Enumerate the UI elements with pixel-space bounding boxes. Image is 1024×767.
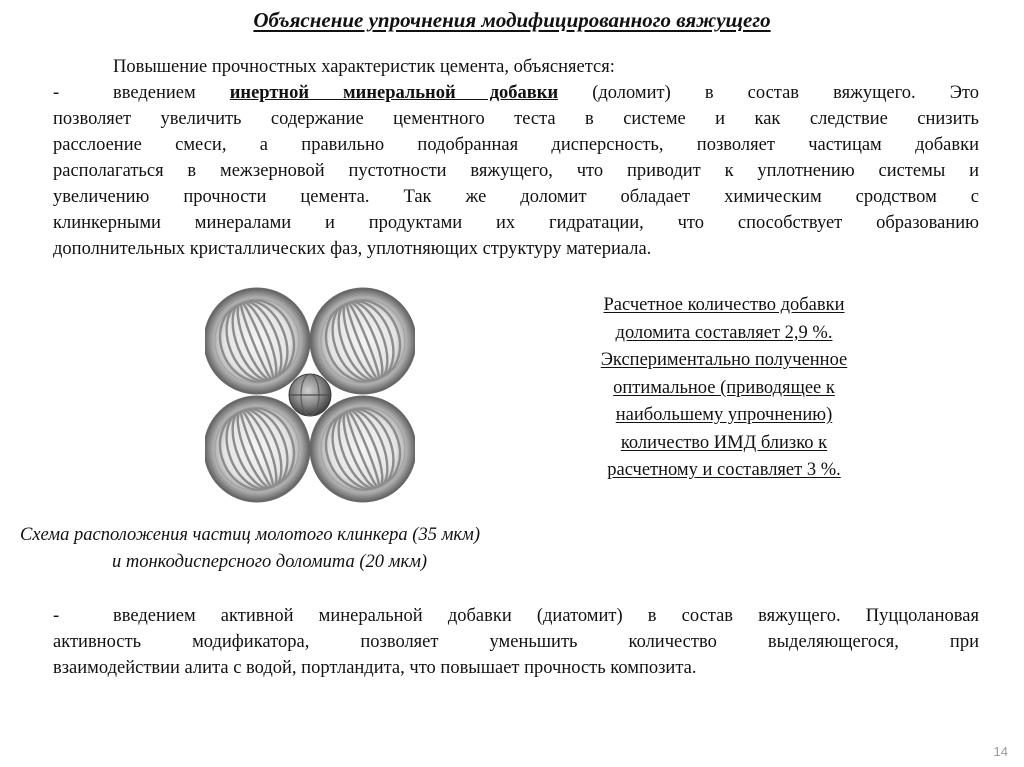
dosage-note <box>560 292 888 485</box>
item1-line: позволяет увеличить содержание цементного теста в системе и как следствие снизить <box>53 109 979 129</box>
note-line: Экспериментально полученное <box>600 350 848 370</box>
item1-line: расслоение смеси, а правильно подобранная дисперсность, позволяет частицам добавки <box>53 135 979 155</box>
page-number: 14 <box>993 744 1008 759</box>
item2-first-line <box>53 603 979 629</box>
page-title: Объяснение упрочнения модифицированного вяжущего <box>253 8 771 32</box>
item2-line-last: взаимодействии алита с водой, портландита, что повышает прочность композита. <box>53 658 697 678</box>
particle-diagram-svg <box>205 286 415 506</box>
dolomite-particle <box>289 374 331 416</box>
paragraph-active-additive <box>53 603 979 681</box>
paragraph-inert-additive <box>53 54 979 262</box>
item1-line: увеличению прочности цемента. Так же доломит обладает химическим сродством с <box>53 187 979 207</box>
clinker-particle-top-left <box>205 288 310 394</box>
note-line: наибольшему упрочнению) <box>615 405 833 425</box>
note-line: количество ИМД близко к <box>620 432 828 453</box>
item1-prefix: введением <box>113 83 196 103</box>
clinker-particle-bottom-left <box>205 396 310 502</box>
intro-line: Повышение прочностных характеристик цемента, объясняется: <box>113 57 615 77</box>
note-line: доломита составляет 2,9 %. <box>615 322 833 343</box>
clinker-particle-bottom-right <box>310 396 415 502</box>
item1-line: клинкерными минералами и продуктами их гидратации, что способствует образованию <box>53 213 979 233</box>
note-line: оптимальное (приводящее к <box>613 377 835 398</box>
caption-line-2: и тонкодисперсного доломита (20 мкм) <box>112 552 428 572</box>
note-line: Расчетное количество добавки <box>603 295 845 315</box>
item1-rest: (доломит) в состав вяжущего. Это <box>592 83 979 103</box>
diagram-caption <box>20 522 620 576</box>
item1-line: располагаться в межзерновой пустотности вяжущего, что приводит к уплотнению системы и <box>53 161 979 181</box>
particle-packing-diagram <box>205 286 415 506</box>
item1-first-line <box>53 80 979 106</box>
caption-line-1: Схема расположения частиц молотого клинкера (35 мкм) <box>20 525 481 545</box>
clinker-particle-top-right <box>310 288 415 394</box>
item2-first-text: введением активной минеральной добавки (диатомит) в состав вяжущего. Пуццолановая <box>113 606 979 626</box>
note-line: расчетному и составляет 3 %. <box>607 460 841 480</box>
item2-dash: - <box>53 606 60 626</box>
item1-dash: - <box>53 83 60 103</box>
item2-line: активность модификатора, позволяет уменьшить количество выделяющегося, при <box>53 632 979 652</box>
item1-line-last: дополнительных кристаллических фаз, уплотняющих структуру материала. <box>53 239 652 259</box>
item1-emphasis: инертной минеральной добавки <box>229 83 559 103</box>
